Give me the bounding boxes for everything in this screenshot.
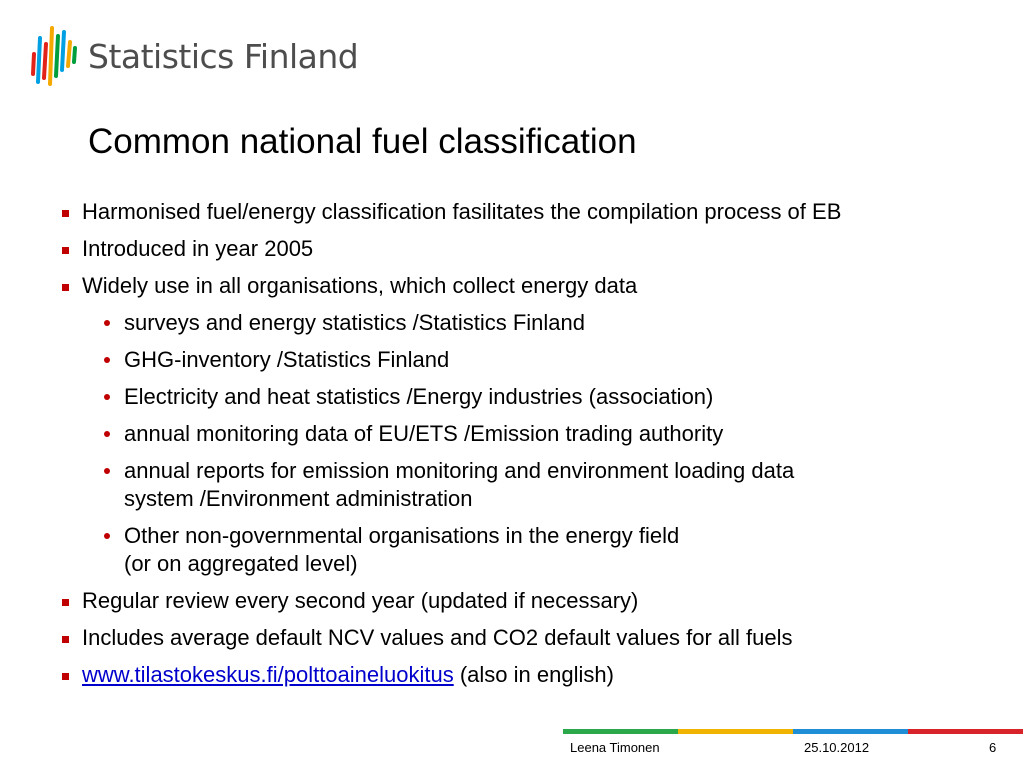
sub-bullet-item (60, 346, 1010, 374)
sub-bullet-text: surveys and energy statistics /Statistics Finland (124, 310, 585, 335)
classification-link[interactable]: www.tilastokeskus.fi/polttoaineluokitus (82, 662, 454, 687)
footer-bar-red (908, 729, 1023, 734)
sub-bullet-text: annual reports for emission monitoring and environment loading data (124, 458, 795, 483)
sub-bullet-text: GHG-inventory /Statistics Finland (124, 347, 450, 372)
bullet-item: Regular review every second year (updated if necessary) (60, 587, 1010, 615)
bullet-item: Harmonised fuel/energy classification fasilitates the compilation process of EB (60, 198, 1010, 226)
sub-bullet-item (60, 420, 1010, 448)
sub-bullet-item (60, 309, 1010, 337)
bullet-item: Introduced in year 2005 (60, 235, 1010, 263)
footer-date: 25.10.2012 (804, 740, 870, 755)
footer-author: Leena Timonen (570, 740, 660, 755)
sub-bullet-text: Electricity and heat statistics /Energy industries (association) (124, 384, 714, 409)
footer-bar-yellow (678, 729, 793, 734)
footer-bar-blue (793, 729, 908, 734)
footer-bar-green (563, 729, 678, 734)
sub-bullet-item (60, 383, 1010, 411)
statistics-finland-logo (30, 24, 358, 88)
bullet-item: Includes average default NCV values and CO2 default values for all fuels (60, 624, 1010, 652)
sub-bullet-item (60, 522, 1010, 578)
page-number: 6 (989, 740, 997, 755)
bullet-item (60, 661, 1010, 689)
sub-bullet-item (60, 457, 1010, 513)
sub-bullet-text: Other non-governmental organisations in the energy field (124, 523, 680, 548)
sub-bullet-text: system /Environment administration (124, 486, 473, 511)
sub-bullet-text: (or on aggregated level) (124, 551, 358, 576)
sub-bullet-text: annual monitoring data of EU/ETS /Emission trading authority (124, 421, 724, 446)
logo-text: Statistics Finland (88, 36, 359, 76)
footer-color-bar (563, 729, 1023, 734)
link-suffix: (also in english) (453, 662, 614, 687)
bullet-item: Widely use in all organisations, which collect energy data (60, 272, 1010, 300)
logo-mark-icon (30, 24, 78, 88)
slide-title: Common national fuel classification (88, 122, 637, 161)
bullet-list (60, 198, 1010, 698)
